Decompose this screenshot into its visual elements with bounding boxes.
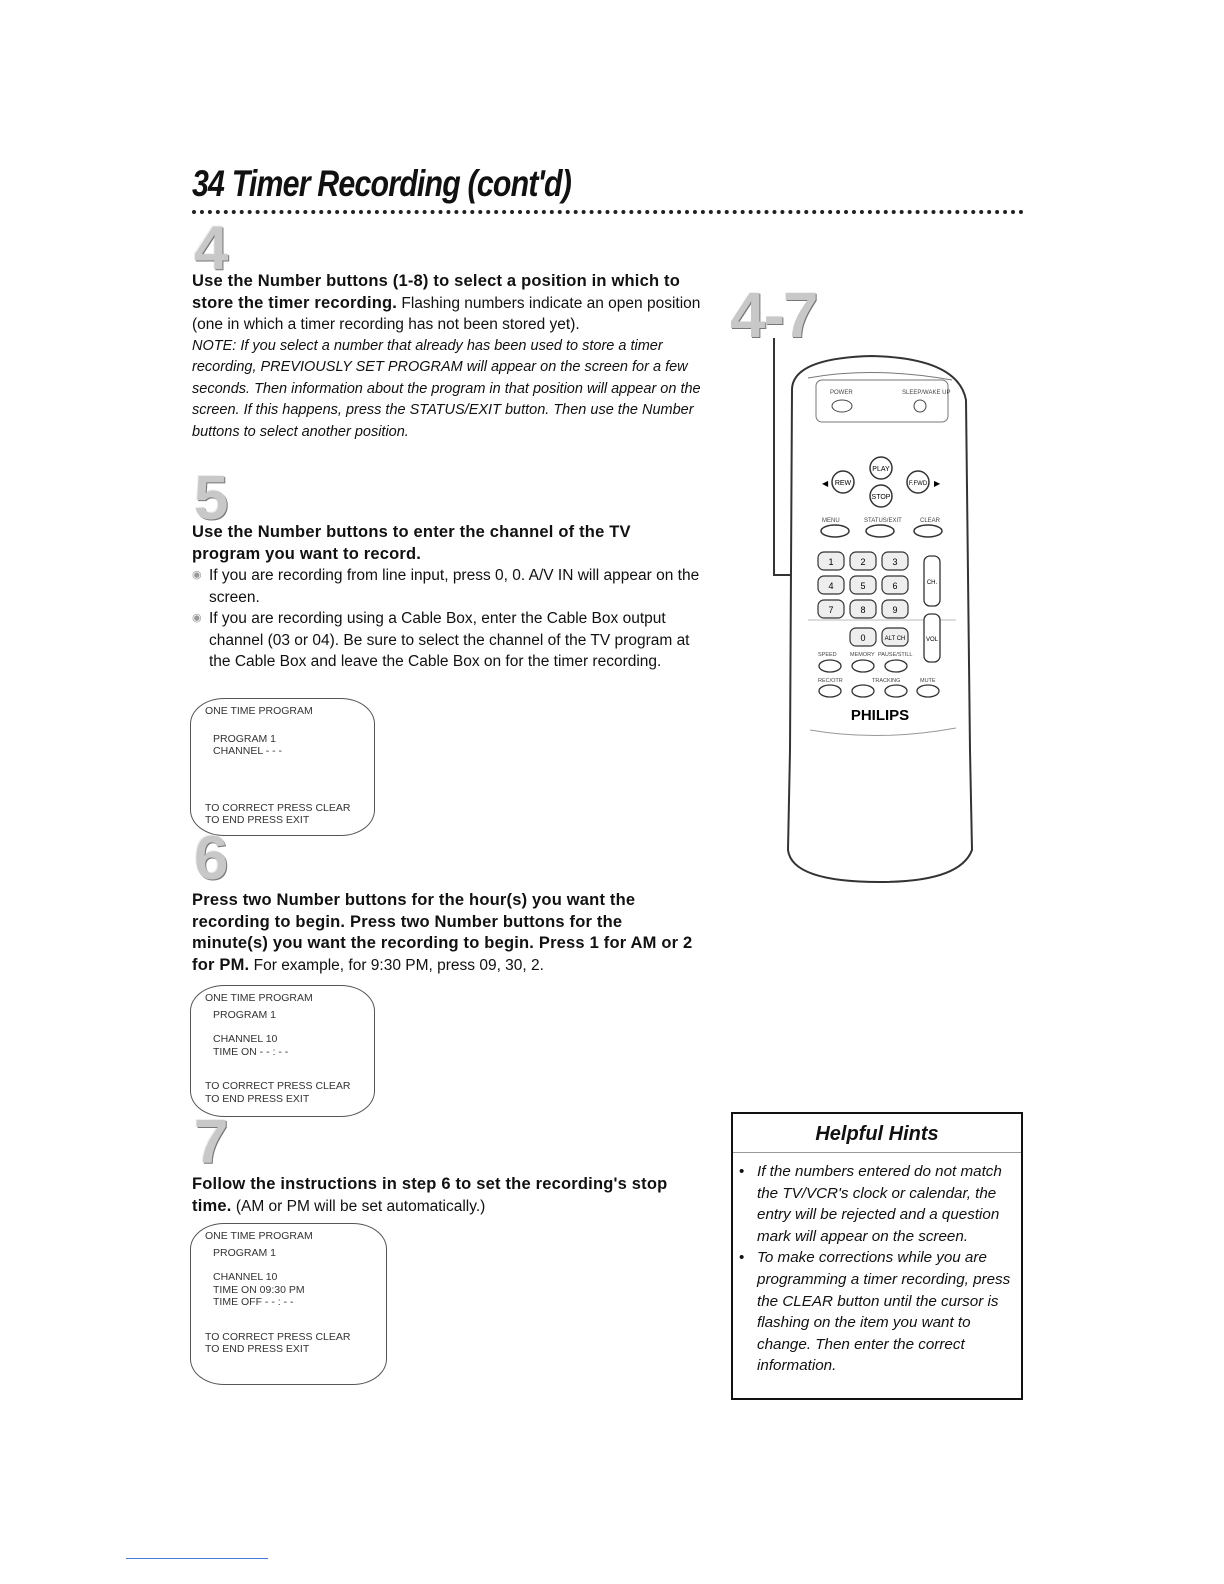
step-6-instruction: Press two Number buttons for the hour(s) you want the recording to begin. Press two Number buttons for the minute(s) you want the recording to begin. Press 1 for AM or 2 for PM. — [192, 891, 693, 974]
right-arrow-icon: ▶ — [934, 479, 941, 488]
screen-program: PROGRAM 1 — [213, 732, 277, 745]
step-5-onscreen-display — [190, 698, 375, 836]
key-5-label: 5 — [860, 581, 866, 591]
screen-heading: ONE TIME PROGRAM — [205, 705, 313, 717]
key-4-label: 4 — [828, 581, 834, 591]
status-label: STATUS/EXIT — [864, 518, 902, 524]
step-7-detail: (AM or PM will be set automatically.) — [231, 1197, 486, 1215]
pause-still-button — [885, 660, 907, 672]
list-item: ◉ If you are recording from line input, press 0, 0. A/V IN will appear on the screen. — [192, 565, 702, 608]
screen-program: PROGRAM 1 — [213, 1008, 277, 1021]
key-7-label: 7 — [828, 605, 834, 615]
step-5-text — [192, 522, 702, 673]
step-6-number: 6 — [194, 824, 229, 893]
screen-time-on: TIME ON - - : - - — [213, 1045, 289, 1058]
screen-channel: CHANNEL 10 — [213, 1033, 278, 1045]
list-item: • If the numbers entered do not match the TV/VCR's clock or calendar, the entry will be rejected and a question mark will appear on the screen. — [757, 1161, 1013, 1247]
screen-time-on: TIME ON 09:30 PM — [213, 1283, 305, 1296]
screen-end-hint: TO END PRESS EXIT — [205, 1092, 310, 1105]
stop-label: STOP — [871, 494, 891, 501]
status-exit-button — [866, 525, 894, 537]
key-6-label: 6 — [892, 581, 898, 591]
screen-time-off: TIME OFF - - : - - — [213, 1296, 294, 1308]
tracking-up-button — [885, 685, 907, 697]
speed-button — [819, 660, 841, 672]
step-4-detail: Flashing numbers indicate an open position (one in which a timer recording has not been stored yet). — [192, 294, 701, 333]
list-item: • To make corrections while you are programming a timer recording, press the CLEAR button until the cursor is flashing on the item you want to change. Then enter the correct information. — [757, 1247, 1013, 1377]
menu-label: MENU — [822, 518, 840, 524]
key-2-label: 2 — [860, 557, 866, 567]
left-arrow-icon: ◀ — [822, 479, 829, 488]
volume-label: VOL — [925, 637, 939, 643]
helpful-hints-list — [733, 1161, 1021, 1377]
mute-label: MUTE — [920, 678, 936, 684]
step-6-text — [192, 890, 702, 976]
rew-label: REW — [834, 480, 852, 487]
screen-end-hint: TO END PRESS EXIT — [205, 814, 310, 826]
play-label: PLAY — [872, 466, 890, 473]
clear-label: CLEAR — [920, 518, 941, 524]
mute-button — [917, 685, 939, 697]
memory-button — [852, 660, 874, 672]
remote-control-illustration — [760, 330, 990, 890]
step-4-instruction: Use the Number buttons (1-8) to select a position in which to store the timer recording. — [192, 272, 680, 312]
sleep-button — [914, 400, 926, 412]
key-3-label: 3 — [892, 557, 898, 567]
key-8-label: 8 — [860, 605, 866, 615]
screen-correct-hint: TO CORRECT PRESS CLEAR — [205, 1080, 351, 1092]
key-0-label: 0 — [860, 633, 866, 643]
step-7-instruction: Follow the instructions in step 6 to set the recording's stop time. — [192, 1175, 668, 1215]
helpful-hints-box — [731, 1112, 1023, 1400]
brand-logo: PHILIPS — [850, 707, 910, 724]
remote-step-label: 4-7 — [730, 279, 817, 351]
footer-rule — [126, 1558, 268, 1559]
sleep-label: SLEEP/WAKE UP — [902, 390, 951, 396]
step-5-bullets — [192, 565, 702, 673]
screen-correct-hint: TO CORRECT PRESS CLEAR — [205, 1330, 351, 1343]
record-label: REC/OTR — [818, 678, 843, 684]
speed-label: SPEED — [818, 652, 837, 658]
screen-correct-hint: TO CORRECT PRESS CLEAR — [205, 801, 351, 814]
ffwd-label: F.FWD — [908, 481, 928, 487]
alt-ch-label: ALT CH — [884, 636, 906, 642]
step-4-text — [192, 271, 702, 443]
step-6-onscreen-display — [190, 985, 375, 1117]
memory-label: MEMORY — [850, 652, 875, 658]
remote-body — [788, 356, 972, 882]
step-4-note: NOTE: If you select a number that already has been used to store a timer recording, PREVIOUSLY SET PROGRAM will appear on the screen for a few seconds. Then information about the program in that position will appear on the screen. If this happens, press the STATUS/EXIT button. Then use the Number buttons to select another position. — [192, 337, 701, 440]
channel-label: CH. — [926, 580, 938, 586]
screen-channel: CHANNEL - - - — [213, 745, 283, 757]
power-button — [832, 400, 852, 412]
screen-program: PROGRAM 1 — [213, 1246, 277, 1259]
record-button — [819, 685, 841, 697]
tracking-label: TRACKING — [872, 678, 901, 684]
step-5-instruction: Use the Number buttons to enter the channel of the TV program you want to record. — [192, 523, 631, 563]
step-6-detail: For example, for 9:30 PM, press 09, 30, 2. — [249, 956, 544, 974]
step-7-number: 7 — [194, 1108, 229, 1177]
page-title: 34 Timer Recording (cont'd) — [192, 163, 571, 204]
step-7-text — [192, 1174, 702, 1217]
screen-heading: ONE TIME PROGRAM — [205, 992, 313, 1004]
power-label: POWER — [830, 390, 853, 396]
key-9-label: 9 — [892, 605, 898, 615]
pause-label: PAUSE/STILL — [878, 652, 913, 658]
helpful-hints-title: Helpful Hints — [733, 1114, 1021, 1153]
screen-end-hint: TO END PRESS EXIT — [205, 1343, 310, 1355]
key-1-label: 1 — [828, 557, 834, 567]
step-5-number: 5 — [194, 464, 229, 533]
step-4-number: 4 — [194, 214, 229, 283]
screen-heading: ONE TIME PROGRAM — [205, 1230, 313, 1242]
clear-button — [914, 525, 942, 537]
tracking-down-button — [852, 685, 874, 697]
screen-channel: CHANNEL 10 — [213, 1271, 278, 1283]
menu-button — [821, 525, 849, 537]
title-divider — [192, 210, 1024, 214]
step-7-onscreen-display — [190, 1223, 387, 1385]
list-item: ◉ If you are recording using a Cable Box, enter the Cable Box output channel (03 or 04). Be sure to select the channel of the TV program at the Cable Box and leave the Cable Box on for the timer recording. — [192, 608, 702, 673]
